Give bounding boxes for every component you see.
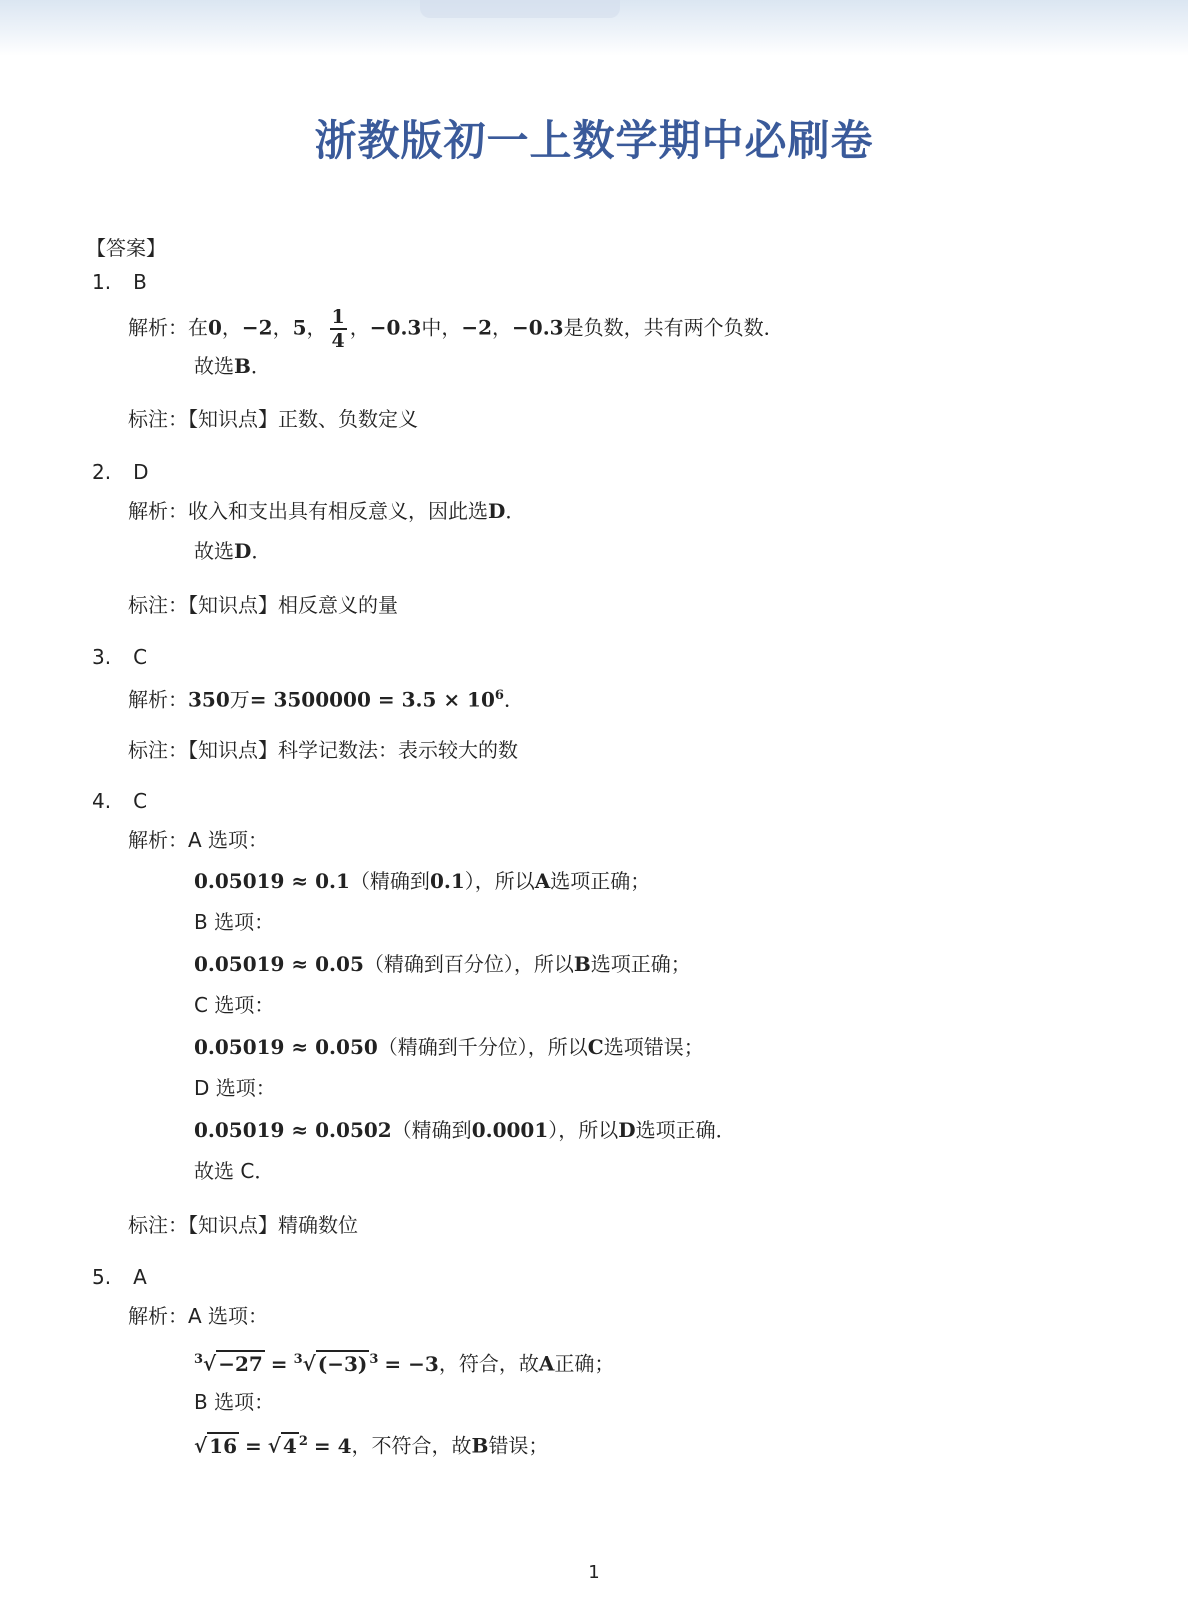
q3-note: 标注：【知识点】科学记数法：表示较大的数: [128, 738, 518, 762]
q4-option-d-label: D 选项：: [194, 1076, 276, 1100]
q4-option-c: 0.05019 ≈ 0.050（精确到千分位），所以C选项错误；: [194, 1035, 704, 1059]
q4-analysis: 解析：A 选项：: [128, 828, 269, 852]
q3-number: 3. C: [92, 645, 148, 669]
q5-option-b-label: B 选项：: [194, 1390, 275, 1414]
q2-analysis: 解析：收入和支出具有相反意义，因此选D．: [128, 499, 526, 523]
analysis-label: 解析：: [128, 315, 188, 340]
q1-note: 标注：【知识点】正数、负数定义: [128, 407, 418, 431]
q4-option-b-label: B 选项：: [194, 910, 275, 934]
banner-band: [420, 0, 620, 18]
page-number: 1: [588, 1562, 600, 1583]
q4-choose: 故选 C．: [194, 1159, 275, 1183]
q2-note: 标注：【知识点】相反意义的量: [128, 593, 398, 617]
answers-header: 【答案】: [86, 236, 166, 260]
q1-analysis: 解析：在0，−2，5， $\frac{1}{4}$ ，−0.3中，−2，−0.3是负数，共有两个负数．: [128, 306, 784, 352]
q5-option-b: √ 16 = √ 4 $^2$ = 4，不符合，故B错误；: [194, 1433, 549, 1458]
q4-option-d: 0.05019 ≈ 0.0502（精确到0.0001），所以D选项正确．: [194, 1118, 736, 1142]
q3-analysis: 解析：350万= $3500000 = 3.5 \times 10^6$．: [128, 687, 524, 712]
q4-option-a: 0.05019 ≈ 0.1（精确到0.1），所以A选项正确；: [194, 869, 651, 893]
fraction-one-quarter: $\frac{1}{4}$: [331, 306, 345, 352]
header-banner: [0, 0, 1188, 56]
q2-number: 2. D: [92, 460, 149, 484]
q5-analysis: 解析：A 选项：: [128, 1304, 269, 1328]
q1-choose: 故选B．: [194, 354, 271, 378]
q5-option-a: $^3$√ −27 = $^3$√ (−3) $^3$ = −3，符合，故A正确；: [194, 1351, 615, 1376]
q4-number: 4. C: [92, 789, 148, 813]
q4-note: 标注：【知识点】精确数位: [128, 1213, 358, 1237]
q5-number: 5. A: [92, 1265, 147, 1289]
q4-option-b: 0.05019 ≈ 0.05（精确到百分位），所以B选项正确；: [194, 952, 691, 976]
q2-choose: 故选D．: [194, 539, 272, 563]
q4-option-c-label: C 选项：: [194, 993, 275, 1017]
q1-number: 1. B: [92, 270, 147, 294]
page-title: 浙教版初一上数学期中必刷卷: [314, 116, 874, 165]
